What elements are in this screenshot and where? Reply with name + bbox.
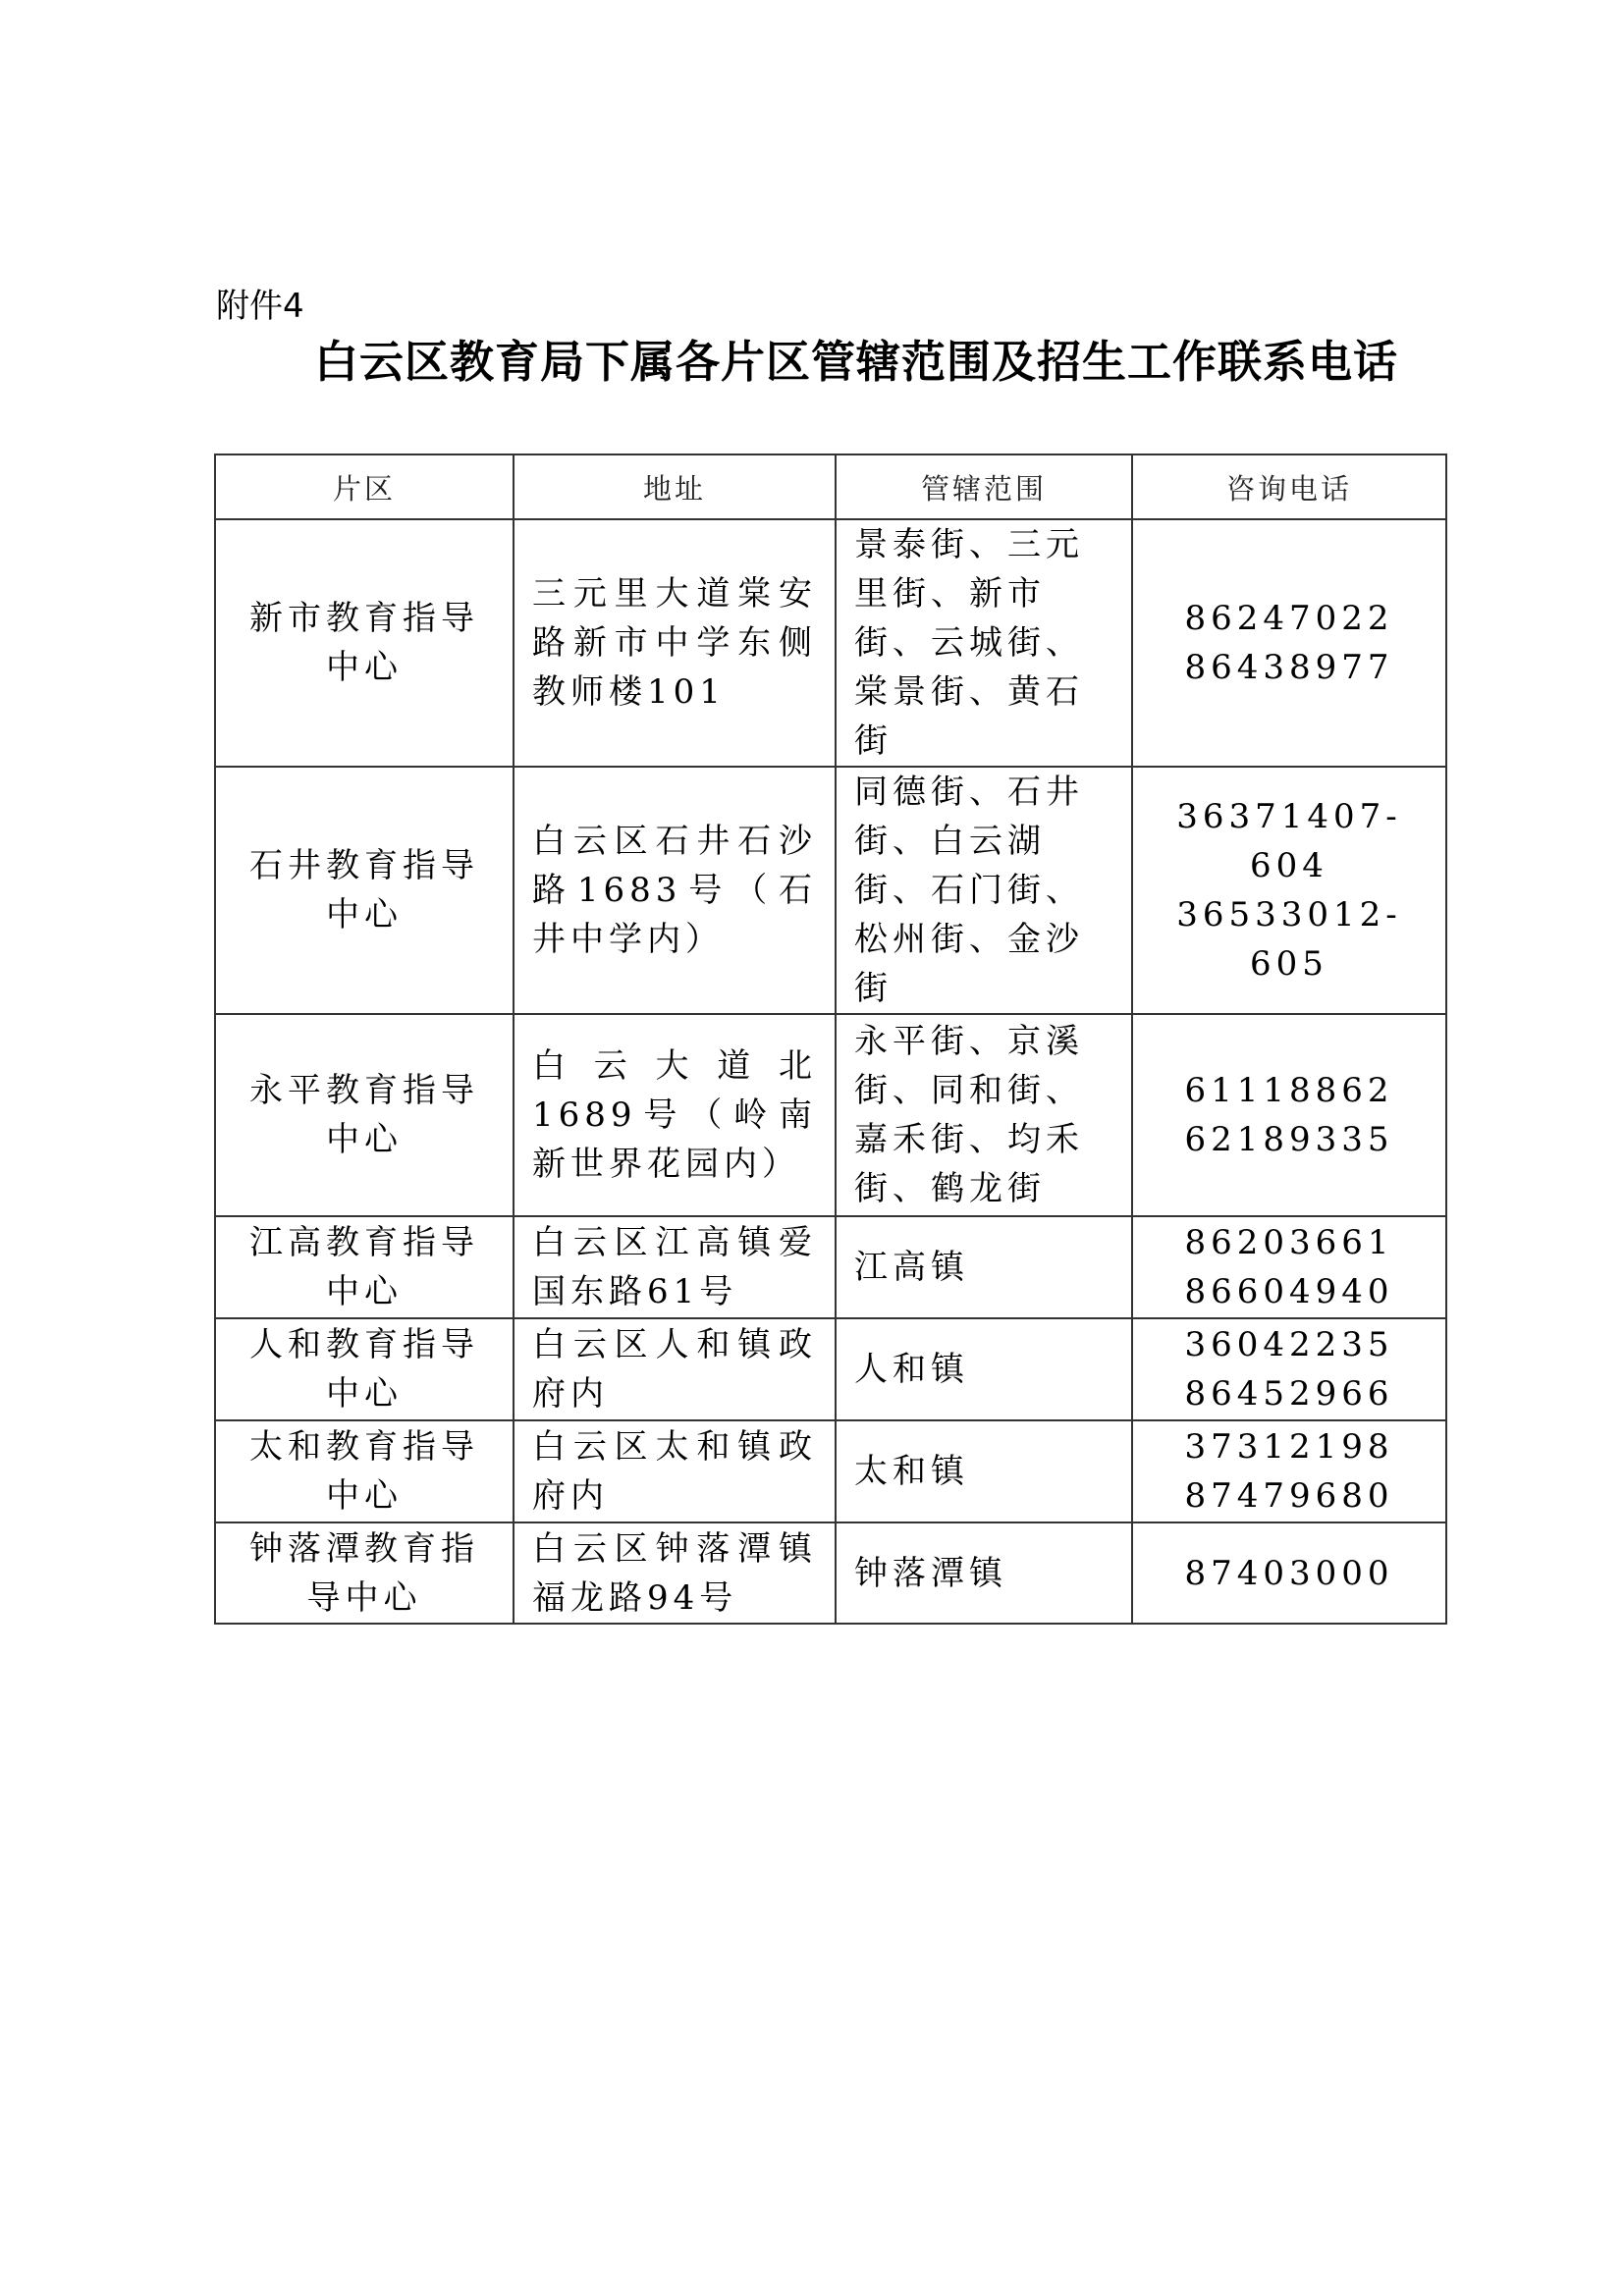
area-cell: 太和教育指导中心	[215, 1420, 514, 1522]
scope-cell: 人和镇	[836, 1318, 1132, 1420]
phone-number: 86604940	[1184, 1272, 1394, 1311]
scope-cell: 江高镇	[836, 1216, 1132, 1318]
phone-number: 86452966	[1184, 1374, 1394, 1414]
table-row	[215, 1318, 1446, 1420]
table-row	[215, 519, 1446, 767]
phone-number: 86247022	[1184, 599, 1394, 638]
phone-cell	[1132, 519, 1446, 767]
phone-cell	[1132, 1318, 1446, 1420]
table-row	[215, 1216, 1446, 1318]
phone-cell	[1132, 1420, 1446, 1522]
scope-cell: 同德街、石井街、白云湖街、石门街、松州街、金沙街	[836, 767, 1132, 1014]
phone-cell	[1132, 1014, 1446, 1216]
address-cell: 白云大道北1689号（岭南新世界花园内）	[514, 1014, 836, 1216]
header-area: 片区	[215, 454, 514, 519]
phone-number: 62189335	[1184, 1120, 1394, 1159]
table-header-row	[215, 454, 1446, 519]
phone-number: 37312198	[1184, 1427, 1394, 1467]
area-cell: 人和教育指导中心	[215, 1318, 514, 1420]
area-cell: 永平教育指导中心	[215, 1014, 514, 1216]
phone-number: 86438977	[1184, 648, 1394, 687]
area-cell: 石井教育指导中心	[215, 767, 514, 1014]
phone-number: 87479680	[1184, 1476, 1394, 1516]
phone-number: 36533012-605	[1176, 895, 1402, 984]
district-table	[214, 454, 1447, 1625]
table-row	[215, 1014, 1446, 1216]
area-cell: 钟落潭教育指导中心	[215, 1522, 514, 1624]
table-row	[215, 1420, 1446, 1522]
address-cell: 三元里大道棠安路新市中学东侧教师楼101	[514, 519, 836, 767]
address-cell: 白云区江高镇爱国东路61号	[514, 1216, 836, 1318]
area-cell: 新市教育指导中心	[215, 519, 514, 767]
scope-cell: 钟落潭镇	[836, 1522, 1132, 1624]
phone-cell	[1132, 1522, 1446, 1624]
header-phone: 咨询电话	[1132, 454, 1446, 519]
address-cell: 白云区钟落潭镇福龙路94号	[514, 1522, 836, 1624]
area-cell: 江高教育指导中心	[215, 1216, 514, 1318]
phone-number: 36042235	[1184, 1325, 1394, 1364]
scope-cell: 景泰街、三元里街、新市街、云城街、棠景街、黄石街	[836, 519, 1132, 767]
table-row	[215, 767, 1446, 1014]
phone-cell	[1132, 767, 1446, 1014]
table-row	[215, 1522, 1446, 1624]
address-cell: 白云区太和镇政府内	[514, 1420, 836, 1522]
scope-cell: 太和镇	[836, 1420, 1132, 1522]
phone-number: 87403000	[1184, 1553, 1394, 1593]
address-cell: 白云区人和镇政府内	[514, 1318, 836, 1420]
scope-cell: 永平街、京溪街、同和街、嘉禾街、均禾街、鹤龙街	[836, 1014, 1132, 1216]
attachment-label: 附件4	[216, 287, 304, 326]
address-cell: 白云区石井石沙路1683号（石井中学内）	[514, 767, 836, 1014]
header-scope: 管辖范围	[836, 454, 1132, 519]
phone-number: 61118862	[1184, 1071, 1394, 1110]
header-address: 地址	[514, 454, 836, 519]
phone-number: 36371407-604	[1176, 797, 1402, 885]
phone-number: 86203661	[1184, 1223, 1394, 1262]
document-title: 白云区教育局下属各片区管辖范围及招生工作联系电话	[314, 336, 1399, 388]
phone-cell	[1132, 1216, 1446, 1318]
